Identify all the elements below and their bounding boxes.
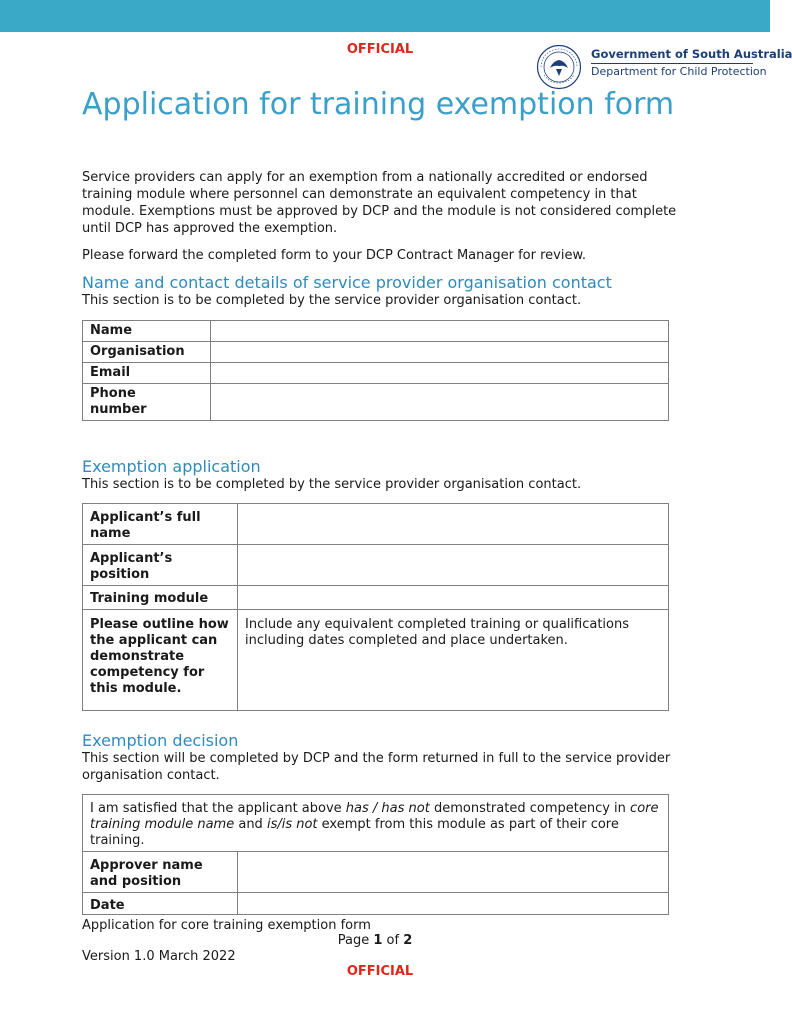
top-banner bbox=[0, 0, 770, 32]
table-row bbox=[83, 384, 669, 421]
table-row bbox=[83, 586, 669, 610]
decision-section-heading: Exemption decision bbox=[82, 731, 239, 750]
email-field[interactable] bbox=[211, 363, 669, 384]
field-label-approver: Approver name and position bbox=[83, 852, 238, 893]
logo-divider bbox=[591, 63, 753, 64]
table-row bbox=[83, 795, 669, 852]
training-module-field[interactable] bbox=[238, 586, 669, 610]
exemption-section-instruction: This section is to be completed by the service provider organisation contact. bbox=[82, 477, 582, 492]
decision-section-instruction: This section will be completed by DCP and the form returned in full to the service provider organisation contact. bbox=[82, 751, 671, 783]
page-current: 1 bbox=[373, 933, 383, 948]
competency-outline-field[interactable]: Include any equivalent completed training or qualifications including dates completed and place undertaken. bbox=[238, 610, 669, 711]
exemption-section-heading: Exemption application bbox=[82, 457, 261, 476]
table-row bbox=[83, 342, 669, 363]
contact-section-heading: Name and contact details of service provider organisation contact bbox=[82, 273, 612, 292]
department-name: Department for Child Protection bbox=[591, 65, 767, 78]
footer-document-title: Application for core training exemption form bbox=[82, 918, 371, 933]
page-of-label: of bbox=[382, 933, 404, 948]
statement-option-competency: has / has not bbox=[345, 801, 430, 816]
phone-field[interactable] bbox=[211, 384, 669, 421]
table-row bbox=[83, 321, 669, 342]
exemption-application-table bbox=[82, 503, 669, 711]
table-row bbox=[83, 363, 669, 384]
security-marking-bottom: OFFICIAL bbox=[346, 964, 414, 979]
statement-text: and bbox=[234, 817, 267, 832]
applicant-position-field[interactable] bbox=[238, 545, 669, 586]
field-label-date: Date bbox=[83, 893, 238, 915]
organisation-field[interactable] bbox=[211, 342, 669, 363]
contact-section-instruction: This section is to be completed by the service provider organisation contact. bbox=[82, 293, 582, 308]
intro-paragraph: Service providers can apply for an exemption from a nationally accredited or endorsed training module where personnel can demonstrate an equivalent competency in that module. Exemptions must be approved by DCP and the module is not considered complete until DCP has approved the exemption. bbox=[82, 170, 677, 236]
field-label-phone: Phone number bbox=[83, 384, 211, 421]
field-label-name: Name bbox=[83, 321, 211, 342]
government-logo bbox=[536, 44, 792, 90]
approver-field[interactable] bbox=[238, 852, 669, 893]
field-label-training-module: Training module bbox=[83, 586, 238, 610]
table-row bbox=[83, 893, 669, 915]
exemption-decision-table bbox=[82, 794, 669, 915]
table-row bbox=[83, 852, 669, 893]
government-name: Government of South Australia bbox=[591, 47, 792, 61]
statement-text: exempt from this module as part of their core training. bbox=[90, 817, 619, 848]
field-label-email: Email bbox=[83, 363, 211, 384]
field-label-applicant-position: Applicant’s position bbox=[83, 545, 238, 586]
contact-details-table bbox=[82, 320, 669, 421]
page-title: Application for training exemption form bbox=[82, 87, 675, 122]
decision-statement bbox=[83, 795, 669, 852]
page-total: 2 bbox=[403, 933, 413, 948]
table-row bbox=[83, 504, 669, 545]
statement-text: demonstrated competency in bbox=[429, 801, 631, 816]
page-label: Page bbox=[337, 933, 374, 948]
field-label-competency-outline: Please outline how the applicant can demonstrate competency for this module. bbox=[83, 610, 238, 711]
name-field[interactable] bbox=[211, 321, 669, 342]
forward-instruction: Please forward the completed form to your DCP Contract Manager for review. bbox=[82, 248, 587, 263]
field-label-organisation: Organisation bbox=[83, 342, 211, 363]
state-seal-icon bbox=[536, 44, 582, 90]
statement-module-placeholder: core training module name bbox=[90, 801, 659, 832]
page-number bbox=[0, 933, 750, 948]
table-row bbox=[83, 545, 669, 586]
footer-version: Version 1.0 March 2022 bbox=[82, 949, 236, 964]
statement-option-exempt: is/is not bbox=[266, 817, 318, 832]
date-field[interactable] bbox=[238, 893, 669, 915]
security-marking-top: OFFICIAL bbox=[346, 42, 414, 57]
table-row bbox=[83, 610, 669, 711]
applicant-name-field[interactable] bbox=[238, 504, 669, 545]
field-label-applicant-name: Applicant’s full name bbox=[83, 504, 238, 545]
statement-text: I am satisfied that the applicant above bbox=[90, 801, 346, 816]
